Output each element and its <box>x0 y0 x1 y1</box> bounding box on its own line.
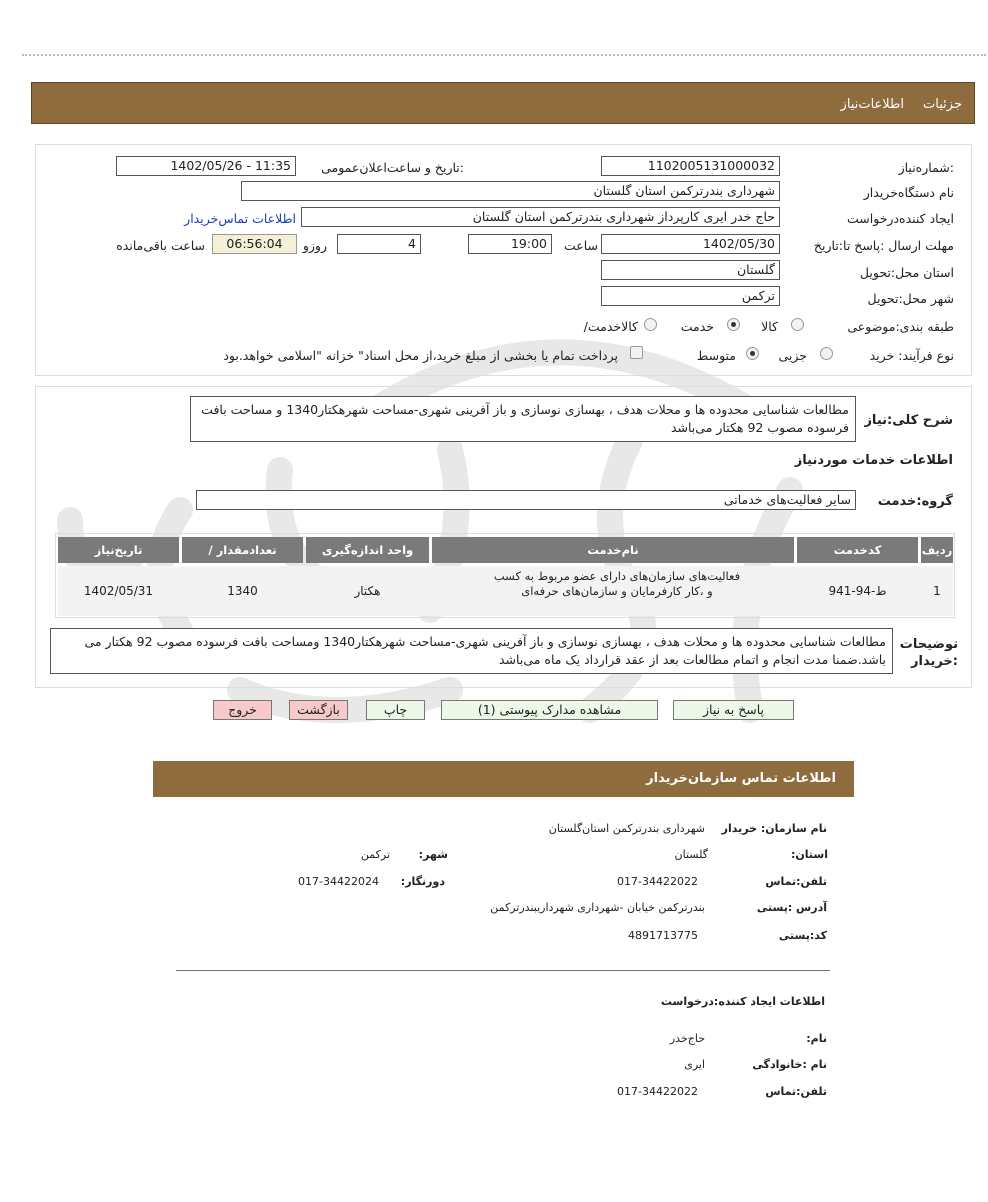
request-creator-label: ایجاد کننده‌درخواست <box>847 211 954 226</box>
category-both-radio[interactable] <box>644 318 657 331</box>
col-qty-header: / تعدادمقدار <box>182 537 303 563</box>
need-number-label: شماره‌نیاز: <box>898 160 954 175</box>
row-number: 1 <box>933 584 941 598</box>
buyer-org-label: نام دستگاه‌خریدار <box>863 185 954 200</box>
creator-family-label: نام :خانوادگی <box>752 1058 827 1071</box>
table-row <box>58 566 953 616</box>
row-service-code: ط-94-941 <box>828 584 887 598</box>
col-name-header: نام‌خدمت <box>432 537 794 563</box>
col-code-header: کدخدمت <box>797 537 918 563</box>
deadline-time-label: ساعت <box>563 238 598 253</box>
remaining-days-field: 4 <box>337 234 421 254</box>
deadline-label: مهلت ارسال :پاسخ تا:تاریخ <box>813 238 954 253</box>
col-date-header: تاریخ‌نیاز <box>58 537 179 563</box>
top-header-bar <box>31 82 975 124</box>
row-unit: هکتار <box>354 584 381 598</box>
col-row-header: ردیف <box>921 537 953 563</box>
address-label: آدرس :پستی <box>756 901 827 914</box>
category-goods-label: کالا <box>761 319 778 334</box>
days-label: روزو <box>302 238 327 253</box>
summary-text-box: مطالعات شناسایی محدوده ها و محلات هدف ، بهسازی نوسازی و باز آفرینی شهری-مساحت شهرهکتار1340 و مساحت بافت فرسوده مصوب 92 هکتار می‌باشد <box>190 396 856 442</box>
postal-code-label: کد:پستی <box>778 929 827 942</box>
buyer-contact-link[interactable]: اطلاعات تماس‌خریدار <box>184 211 296 226</box>
col-unit-header: واحد اندازه‌گیری <box>306 537 429 563</box>
buyer-notes-label: توضیحات :خریدار <box>899 637 958 669</box>
city-value: ترکمن <box>360 848 390 861</box>
city-label: :شهر <box>418 848 448 861</box>
fax-label: :دورنگار <box>400 875 445 888</box>
creator-info-title: اطلاعات ایجاد کننده:درخواست <box>660 995 825 1008</box>
address-value: بندرترکمن خیابان -شهرداری شهرداریبندرترکمن <box>490 901 705 914</box>
buyer-contact-header <box>153 761 854 797</box>
process-minor-radio[interactable] <box>820 347 833 360</box>
creator-name-label: :نام <box>806 1032 827 1045</box>
need-number-field: 1102005131000032 <box>601 156 780 176</box>
delivery-province-label: استان محل:تحویل <box>859 265 954 280</box>
process-medium-label: متوسط <box>696 348 736 363</box>
service-group-field: سایر فعالیت‌های خدماتی <box>196 490 856 510</box>
back-button[interactable]: بازگشت <box>289 700 348 720</box>
announce-datetime-label: تاریخ و ساعت‌اعلان‌عمومی: <box>321 160 464 175</box>
row-need-date: 1402/05/31 <box>83 584 154 598</box>
creator-phone-value: 017-34422022 <box>617 1085 698 1098</box>
exit-button[interactable]: خروج <box>213 700 272 720</box>
services-table <box>55 533 955 618</box>
creator-name-value: حاج‌خدر <box>669 1032 705 1045</box>
remaining-time-field: 06:56:04 <box>212 234 297 254</box>
row-quantity: 1340 <box>227 584 258 598</box>
phone-value: 017-34422022 <box>617 875 698 888</box>
creator-phone-label: تلفن:تماس <box>765 1085 827 1098</box>
reply-button[interactable]: پاسخ به نیاز <box>673 700 794 720</box>
province-label: :استان <box>790 848 828 861</box>
postal-code-value: 4891713775 <box>628 929 698 942</box>
org-name-label: نام سازمان: خریدار <box>721 822 827 835</box>
process-type-label: نوع فرآیند: خرید <box>869 348 954 363</box>
summary-label: شرح کلی:نیاز <box>864 413 953 428</box>
deadline-date-field: 1402/05/30 <box>601 234 780 254</box>
category-service-label: خدمت <box>680 319 714 334</box>
buyer-notes-box: مطالعات شناسایی محدوده ها و محلات هدف ، بهسازی نوسازی و باز آفرینی شهری-مساحت شهرهکتار1340 ومساحت بافت فرسوده مصوب 92 هکتار می باشد.ضمنا مدت انجام و اتمام مطالعات بعد از عقد قرارداد یک ماه می‌باشد <box>50 628 893 674</box>
creator-family-value: ایری <box>684 1058 705 1071</box>
process-medium-radio[interactable] <box>746 347 759 360</box>
category-goods-radio[interactable] <box>791 318 804 331</box>
services-title: اطلاعات خدمات موردنیاز <box>794 453 953 468</box>
request-creator-field: حاج خدر ایری کارپرداز شهرداری بندرترکمن استان گلستان <box>301 207 780 227</box>
deadline-time-field: 19:00 <box>468 234 552 254</box>
phone-label: تلفن:تماس <box>765 875 827 888</box>
province-value: گلستان <box>674 848 708 861</box>
category-service-radio[interactable] <box>727 318 740 331</box>
treasury-payment-note: پرداخت تمام یا بخشی از مبلغ خرید،از محل اسناد" خزانه "اسلامی خواهد.بود <box>223 348 618 363</box>
fax-value: 017-34422024 <box>298 875 379 888</box>
buyer-org-field: شهرداری بندرترکمن استان گلستان <box>241 181 780 201</box>
row-service-name: فعالیت‌های سازمان‌های دارای عضو مربوط به کسب و ،کار کارفرمایان و سازمان‌های حرفه‌ای <box>493 569 741 598</box>
treasury-payment-checkbox[interactable] <box>630 346 643 359</box>
need-info-panel <box>35 144 972 376</box>
view-documents-button[interactable]: مشاهده مدارک پیوستی (1) <box>441 700 658 720</box>
buyer-contact-title: اطلاعات تماس سازمان‌خریدار <box>646 771 836 786</box>
delivery-city-label: شهر محل:تحویل <box>867 291 954 306</box>
section-divider <box>176 970 830 971</box>
category-label: طبقه بندی:موضوعی <box>847 319 954 334</box>
tab-details[interactable]: جزئیات <box>923 97 962 112</box>
org-name-value: شهرداری بندرترکمن استان‌گلستان <box>548 822 705 835</box>
announce-datetime-field: 1402/05/26 - 11:35 <box>116 156 296 176</box>
process-minor-label: جزیی <box>778 348 807 363</box>
service-group-label: گروه:خدمت <box>877 494 953 509</box>
print-button[interactable]: چاپ <box>366 700 425 720</box>
tab-need-info[interactable]: اطلاعات‌نیاز <box>840 97 904 112</box>
top-dotted-divider <box>22 54 986 56</box>
category-both-label: /کالاخدمت <box>583 319 638 334</box>
delivery-city-field: ترکمن <box>601 286 780 306</box>
remaining-time-label: ساعت باقی‌مانده <box>116 238 205 253</box>
delivery-province-field: گلستان <box>601 260 780 280</box>
